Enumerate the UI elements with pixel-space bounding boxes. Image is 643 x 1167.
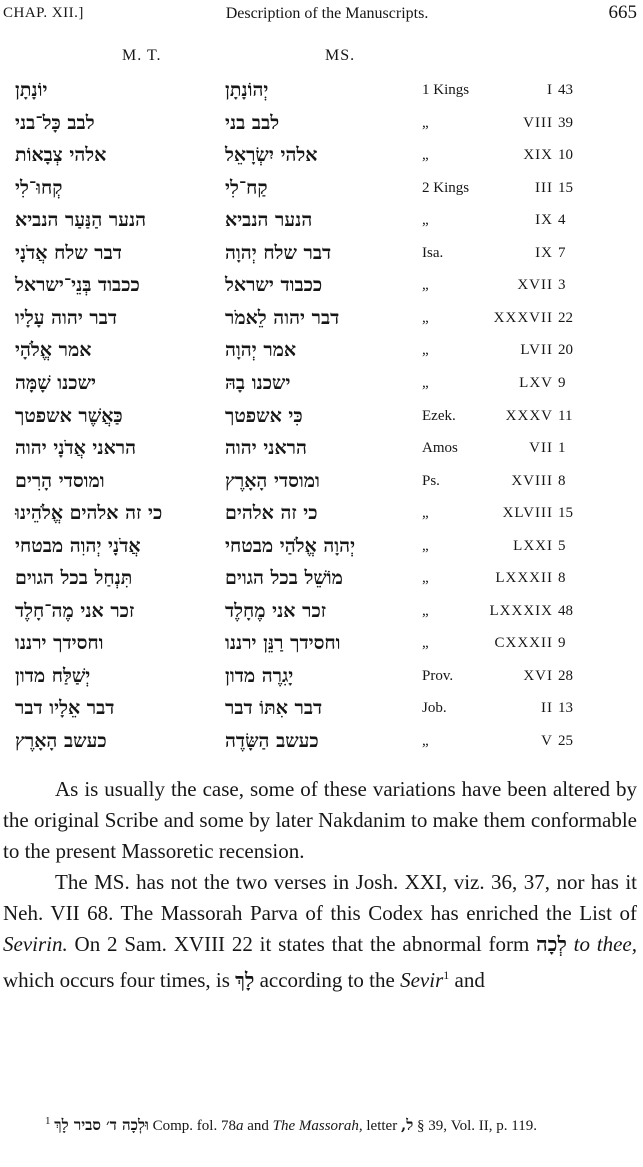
table-row — [0, 595, 643, 627]
footnote-title: The Massorah, — [272, 1118, 363, 1134]
mt-reading: לבב כָּל־בני — [15, 111, 95, 134]
verse-ref: 15 — [558, 179, 573, 196]
book-name: 1 Kings — [422, 82, 470, 98]
book-name: „ — [422, 505, 429, 522]
book-name: „ — [422, 212, 429, 229]
mt-reading: הנער הַנַּעַר הנביא — [15, 209, 147, 232]
mt-reading: אלהי צְבָאוֹת — [15, 144, 107, 167]
verse-ref: 39 — [558, 114, 573, 131]
ms-reading: יְהוֹנָתָן — [225, 79, 269, 101]
page-number: 665 — [608, 2, 637, 23]
verse-ref: 13 — [558, 700, 573, 717]
chapter-ref: LXXI — [513, 537, 553, 554]
verse-ref: 8 — [558, 570, 566, 587]
verse-ref: 9 — [558, 374, 566, 391]
verse-ref: 9 — [558, 635, 566, 652]
table-row — [0, 302, 643, 334]
verse-ref: 28 — [558, 667, 573, 684]
ms-reading: יְהוָה אֱלֹהַי מבטחי — [225, 534, 356, 557]
ms-reading: זכר אני מֶחָלֶד — [225, 599, 327, 622]
chapter-ref: CXXXII — [494, 635, 553, 652]
verse-ref: 48 — [558, 602, 573, 619]
table-row — [0, 107, 643, 139]
table-row — [0, 334, 643, 366]
p2-italic-sevir: Sevir — [400, 968, 444, 992]
mt-reading: וחסידך ירננו — [15, 632, 104, 655]
footnote-ref: 1 — [443, 968, 450, 982]
book-name: „ — [422, 277, 429, 294]
column-header-ms: MS. — [325, 47, 356, 64]
verse-ref: 15 — [558, 505, 573, 522]
ms-reading: אלהי יִשְׂרָאֵל — [225, 144, 318, 167]
book-name: Job. — [422, 700, 447, 717]
p2-hebrew-lekha: לְכָה — [536, 932, 567, 956]
ms-reading: דבר יהוה לֵאמֹר — [225, 306, 340, 329]
verse-ref: 8 — [558, 472, 566, 489]
book-name: Prov. — [422, 667, 454, 684]
ms-reading: אמר יְהוָה — [225, 339, 297, 362]
table-row — [0, 269, 643, 301]
p2-text-d: according to the — [254, 968, 401, 992]
mt-reading: ככבוד בְּנֵי־ישראל — [15, 274, 140, 297]
ms-reading: דבר שלח יְהוָה — [225, 241, 332, 264]
chapter-ref: LXXXII — [495, 570, 553, 587]
book-name: „ — [422, 570, 429, 587]
book-name: „ — [422, 733, 429, 749]
verse-ref: 20 — [558, 342, 573, 359]
book-name: Amos — [422, 440, 458, 457]
chapter-ref: XXXV — [505, 407, 553, 424]
verse-ref: 22 — [558, 309, 573, 326]
footnote — [3, 1108, 637, 1139]
table-row — [0, 172, 643, 204]
chapter-ref: XIX — [523, 147, 553, 164]
ms-reading: כי זה אלהים — [225, 502, 318, 525]
p2-text-c: which occurs four times, is — [3, 968, 236, 992]
mt-reading: דבר שלח אֲדֹנָי — [15, 241, 122, 264]
mt-reading: דבר יהוה עָלָיו — [15, 306, 118, 329]
table-row — [0, 74, 643, 106]
book-name: „ — [422, 114, 429, 131]
book-name: Ps. — [422, 472, 440, 489]
mt-reading: כַּאֲשֶׁר אשפטך — [15, 404, 123, 427]
ms-reading: כעשב הַשָּׂדֶה — [225, 730, 319, 752]
mt-reading: דבר אֵלָיו דבר — [15, 697, 115, 720]
ms-reading: כִּי אשפטך — [225, 404, 303, 427]
ms-reading: ישכנו בָהּ — [225, 371, 291, 394]
chapter-ref: XXXVII — [493, 309, 553, 326]
book-name: „ — [422, 147, 429, 164]
table-row — [0, 692, 643, 724]
book-name: „ — [422, 635, 429, 652]
table-row — [0, 432, 643, 464]
chapter-ref: XLVIII — [502, 505, 553, 522]
chapter-ref: XVIII — [511, 472, 553, 489]
mt-reading: זכר אני מֶה־חָלֶד — [15, 599, 135, 622]
ms-reading: קַח־לִי — [225, 176, 268, 199]
footnote-hebrew: וּלְכָה ד׳ סביר לָךְ — [54, 1116, 149, 1134]
chapter-ref: II — [541, 700, 553, 717]
table-row — [0, 530, 643, 562]
table-row — [0, 627, 643, 659]
mt-reading: קְחוּ־לִי — [15, 176, 63, 199]
table-row — [0, 660, 643, 692]
p2-text-b: On 2 Sam. XVIII 22 it states that the abnormal form — [67, 932, 537, 956]
chapter-ref: IX — [535, 244, 553, 261]
p2-hebrew-lakh: לָךְ — [235, 968, 255, 992]
book-name: „ — [422, 374, 429, 391]
chapter-ref: LXV — [519, 374, 553, 391]
book-name: „ — [422, 309, 429, 326]
ms-reading: הנער הנביא — [225, 209, 313, 232]
mt-reading: כעשב הָאָרֶץ — [15, 730, 107, 752]
mt-reading: יוֹנָתָן — [15, 79, 48, 101]
ms-reading: יָגִרֶה מדון — [225, 664, 294, 687]
book-name: „ — [422, 342, 429, 359]
mt-reading: אֲדֹנָי יְהוִה מבטחי — [15, 534, 141, 557]
verse-ref: 10 — [558, 147, 573, 164]
chapter-ref: LVII — [520, 342, 553, 359]
mt-reading: כי זה אלהים אֱלֹהֵינוּ — [15, 502, 163, 525]
chapter-ref: XVII — [517, 277, 553, 294]
ms-reading: מוֹשֵׁל בכל הגוים — [225, 567, 343, 590]
footnote-text-d: § 39, Vol. II, p. 119. — [413, 1118, 537, 1134]
verse-ref: 4 — [558, 212, 566, 229]
table-row — [0, 497, 643, 529]
ms-reading: דבר אִתּוֹ דבר — [225, 697, 323, 720]
verse-ref: 7 — [558, 244, 566, 261]
ms-reading: ככבוד ישראל — [225, 274, 323, 297]
ms-reading: לבב בני — [225, 111, 280, 134]
table-row — [0, 139, 643, 171]
verse-ref: 5 — [558, 537, 566, 554]
table-row — [0, 725, 643, 757]
chapter-ref: VII — [529, 440, 553, 457]
footnote-hebrew-letter: ל, — [400, 1116, 414, 1134]
verse-ref: 11 — [558, 407, 573, 424]
paragraph-1: As is usually the case, some of these variations have been altered by the original Scribe and some by later Nakdanim to make them conformable to the present Massoretic recension. — [3, 777, 637, 863]
column-header-mt: M. T. — [122, 47, 162, 64]
chapter-ref: I — [547, 82, 553, 98]
mt-reading: ומוסדי הָרִים — [15, 469, 105, 492]
book-name: „ — [422, 537, 429, 554]
book-name: Ezek. — [422, 407, 456, 424]
chapter-ref: LXXXIX — [489, 602, 553, 619]
chapter-ref: VIII — [523, 114, 553, 131]
verse-ref: 3 — [558, 277, 566, 294]
chapter-ref: V — [541, 733, 553, 749]
chapter-ref: XVI — [523, 667, 553, 684]
table-row — [0, 237, 643, 269]
ms-reading: הראני יהוה — [225, 437, 307, 460]
mt-reading: יְשַׁלַּח מדון — [15, 664, 91, 687]
book-name: „ — [422, 602, 429, 619]
body-text — [3, 774, 637, 996]
chapter-ref: III — [535, 179, 553, 196]
table-row — [0, 465, 643, 497]
paragraph-2 — [3, 867, 637, 996]
mt-reading: ישכנו שָׁמָּה — [15, 371, 97, 394]
footnote-text-a: Comp. fol. 78 — [148, 1118, 236, 1134]
ms-reading: ומוסדי הָאָרֶץ — [225, 469, 320, 492]
footnote-text-b: and — [243, 1118, 273, 1134]
verse-ref: 1 — [558, 440, 566, 457]
p2-italic-to-thee: to thee, — [566, 932, 638, 956]
verse-ref: 25 — [558, 733, 573, 749]
book-name: Isa. — [422, 244, 444, 261]
footnote-mark: 1 — [45, 1115, 51, 1127]
page-title: Description of the Manuscripts. — [225, 5, 429, 22]
footnote-text-a-italic: a — [235, 1118, 244, 1134]
book-name: 2 Kings — [422, 179, 470, 196]
p2-text-e: and — [449, 968, 485, 992]
table-row — [0, 204, 643, 236]
p2-text-a: The MS. has not the two verses in Josh. XXI, viz. 36, 37, nor has it Neh. VII 68. The Massorah Parva of this Codex has enriched the List of — [3, 870, 637, 925]
footnote-text-c: letter — [362, 1118, 401, 1134]
table-row — [0, 400, 643, 432]
chapter-label: CHAP. XII.] — [3, 5, 84, 21]
ms-reading: וחסידך רַנֵּן ירננו — [225, 632, 341, 655]
p2-italic-sevirin: Sevirin. — [3, 932, 68, 956]
mt-reading: הראני אֲדֹנָי יהוה — [15, 437, 137, 460]
running-head — [3, 2, 637, 28]
mt-reading: אמר אֱלֹהָי — [15, 339, 92, 362]
chapter-ref: IX — [535, 212, 553, 229]
table-row — [0, 367, 643, 399]
table-row — [0, 562, 643, 594]
verse-ref: 43 — [558, 82, 573, 98]
mt-reading: תִּנְחַל בכל הגוים — [15, 567, 133, 590]
